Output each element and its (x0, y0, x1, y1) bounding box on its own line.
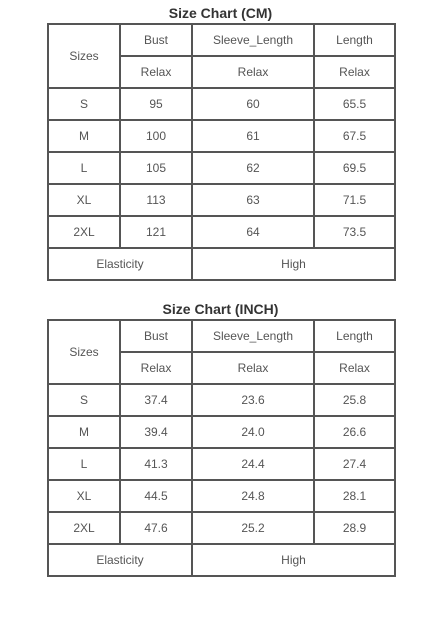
length-fit: Relax (314, 56, 395, 88)
sleeve-length-fit: Relax (192, 352, 314, 384)
bust-fit: Relax (120, 352, 192, 384)
table-row (48, 448, 395, 480)
sizes-header: Sizes (48, 320, 120, 384)
length-cell: 69.5 (314, 152, 395, 184)
length-cell: 73.5 (314, 216, 395, 248)
bust-cell: 105 (120, 152, 192, 184)
sleeve-length-cell: 63 (192, 184, 314, 216)
table-row (48, 120, 395, 152)
length-header: Length (314, 24, 395, 56)
sleeve-length-cell: 61 (192, 120, 314, 152)
length-cell: 27.4 (314, 448, 395, 480)
sleeve-length-header: Sleeve_Length (192, 320, 314, 352)
table-header-row (48, 320, 395, 352)
elasticity-row (48, 544, 395, 576)
table-row (48, 184, 395, 216)
size-chart-cm-title: Size Chart (CM) (168, 5, 273, 21)
sleeve-length-cell: 24.0 (192, 416, 314, 448)
bust-cell: 95 (120, 88, 192, 120)
size-cell: 2XL (48, 512, 120, 544)
elasticity-label: Elasticity (48, 544, 192, 576)
bust-cell: 44.5 (120, 480, 192, 512)
length-cell: 26.6 (314, 416, 395, 448)
bust-cell: 47.6 (120, 512, 192, 544)
sleeve-length-cell: 23.6 (192, 384, 314, 416)
sleeve-length-cell: 62 (192, 152, 314, 184)
size-cell: S (48, 88, 120, 120)
length-cell: 28.9 (314, 512, 395, 544)
length-header: Length (314, 320, 395, 352)
table-header-row (48, 24, 395, 56)
bust-cell: 37.4 (120, 384, 192, 416)
sleeve-length-cell: 64 (192, 216, 314, 248)
length-cell: 65.5 (314, 88, 395, 120)
bust-header: Bust (120, 320, 192, 352)
sleeve-length-cell: 60 (192, 88, 314, 120)
elasticity-row (48, 248, 395, 280)
sleeve-length-header: Sleeve_Length (192, 24, 314, 56)
bust-cell: 121 (120, 216, 192, 248)
size-cell: S (48, 384, 120, 416)
size-cell: L (48, 448, 120, 480)
size-chart-inch-table (47, 319, 396, 577)
sleeve-length-cell: 24.8 (192, 480, 314, 512)
table-row (48, 384, 395, 416)
elasticity-value: High (192, 248, 395, 280)
table-row (48, 216, 395, 248)
elasticity-value: High (192, 544, 395, 576)
length-cell: 25.8 (314, 384, 395, 416)
length-cell: 71.5 (314, 184, 395, 216)
sleeve-length-cell: 24.4 (192, 448, 314, 480)
bust-cell: 39.4 (120, 416, 192, 448)
table-row (48, 480, 395, 512)
bust-header: Bust (120, 24, 192, 56)
length-fit: Relax (314, 352, 395, 384)
size-chart-cm-table (47, 23, 396, 281)
length-cell: 28.1 (314, 480, 395, 512)
size-chart-inch-title: Size Chart (INCH) (162, 301, 279, 317)
table-row (48, 152, 395, 184)
elasticity-label: Elasticity (48, 248, 192, 280)
sizes-header: Sizes (48, 24, 120, 88)
bust-cell: 100 (120, 120, 192, 152)
length-cell: 67.5 (314, 120, 395, 152)
size-cell: XL (48, 184, 120, 216)
size-cell: XL (48, 480, 120, 512)
table-row (48, 88, 395, 120)
size-cell: M (48, 416, 120, 448)
size-cell: 2XL (48, 216, 120, 248)
bust-fit: Relax (120, 56, 192, 88)
size-cell: M (48, 120, 120, 152)
bust-cell: 113 (120, 184, 192, 216)
sleeve-length-fit: Relax (192, 56, 314, 88)
bust-cell: 41.3 (120, 448, 192, 480)
table-row (48, 416, 395, 448)
sleeve-length-cell: 25.2 (192, 512, 314, 544)
size-cell: L (48, 152, 120, 184)
table-row (48, 512, 395, 544)
